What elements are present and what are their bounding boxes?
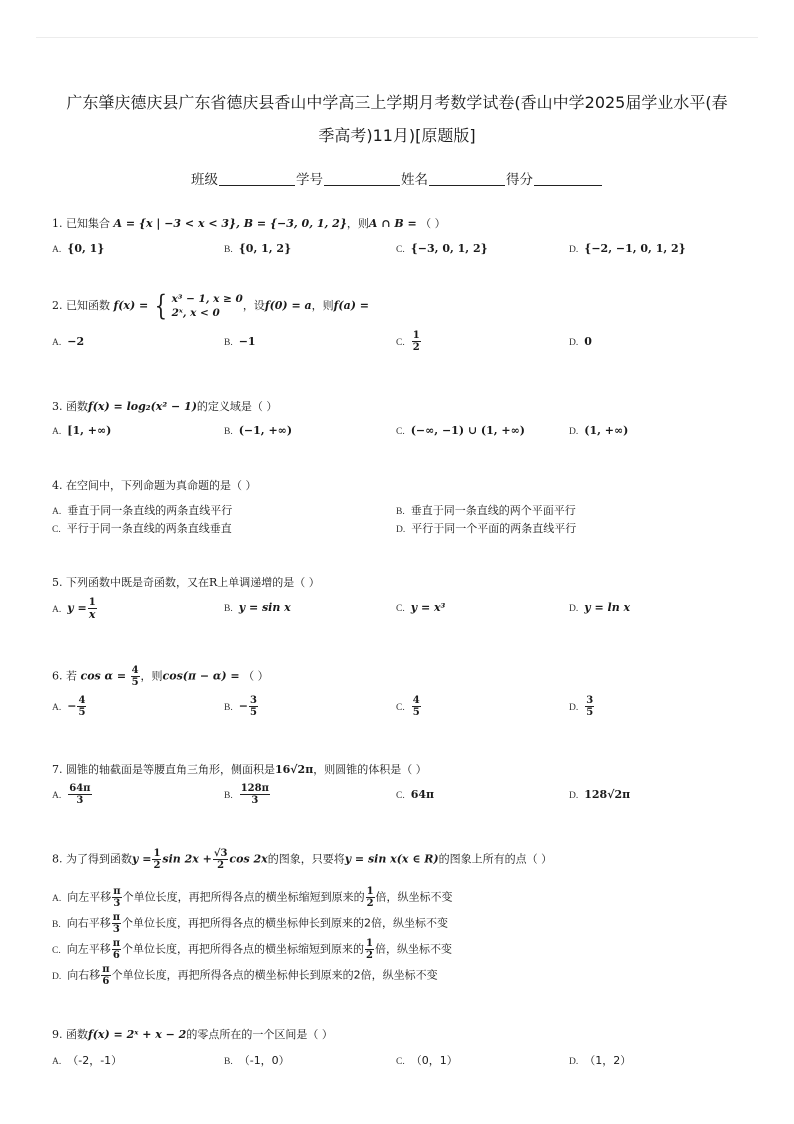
q6-option-a[interactable]	[52, 695, 87, 718]
fraction	[585, 695, 594, 718]
fraction	[77, 695, 86, 718]
text-fragment: cos(π − α) =	[162, 669, 240, 683]
text-fragment: 在空间中，下列命题为真命题的是（ ）	[66, 479, 257, 492]
q7-option-c[interactable]	[396, 788, 434, 801]
text-fragment: 垂直于同一条直线的两条直线平行	[67, 504, 233, 517]
text-fragment: 个单位长度，再把所得各点的横坐标缩短到原来的	[122, 942, 365, 956]
text-fragment: C.	[396, 427, 405, 437]
text-fragment: cos 2x	[229, 852, 268, 866]
text-fragment: 2.	[52, 299, 63, 312]
piecewise-function: { x³ − 1, x ≥ 0 2ˣ, x < 0	[154, 289, 243, 322]
text-fragment: 128√2π	[584, 788, 631, 801]
q5-option-a[interactable]	[52, 597, 98, 620]
text-fragment: B.	[224, 604, 233, 614]
text-fragment: 64π	[410, 788, 435, 801]
text-fragment: 8.	[52, 852, 63, 866]
text-fragment: 2ˣ, x < 0	[171, 307, 220, 319]
text-fragment: 5.	[52, 576, 63, 589]
question-2	[52, 289, 369, 322]
name-label: 姓名	[401, 172, 428, 188]
text-fragment: 的定义域是（ ）	[196, 400, 278, 413]
score-label: 得分	[506, 172, 533, 188]
text-fragment: 9.	[52, 1028, 63, 1041]
text-fragment: 3	[249, 695, 257, 706]
text-fragment: 个单位长度，再把所得各点的横坐标伸长到原来的2倍，纵坐标不变	[111, 968, 438, 982]
text-fragment: 已知函数	[66, 299, 110, 312]
text-fragment: 2	[412, 342, 420, 353]
text-fragment: D.	[569, 791, 579, 801]
question-3	[52, 398, 277, 414]
text-fragment: 向右平移	[66, 916, 111, 930]
question-6	[52, 665, 269, 688]
q4-option-a[interactable]	[52, 502, 232, 518]
text-fragment: ，则	[346, 217, 369, 230]
question-4	[52, 477, 257, 493]
fraction	[412, 695, 421, 718]
text-fragment: y = x³	[410, 601, 446, 614]
text-fragment: 垂直于同一条直线的两个平面平行	[410, 504, 576, 517]
text-fragment: C.	[396, 337, 405, 348]
text-fragment: 2	[217, 860, 225, 871]
q1-option-d[interactable]	[569, 242, 686, 255]
q9-option-b[interactable]	[224, 1052, 290, 1068]
text-fragment: B.	[52, 919, 61, 930]
text-fragment: B.	[224, 702, 233, 713]
text-fragment: 5	[78, 707, 86, 718]
title-line-1: 广东肇庆德庆县广东省德庆县香山中学高三上学期月考数学试卷(香山中学2025届学业水平(春	[66, 93, 728, 112]
text-fragment: C.	[396, 604, 405, 614]
q4-option-c[interactable]	[52, 520, 232, 536]
text-fragment: （-2，-1）	[67, 1054, 123, 1067]
text-fragment: 4	[131, 665, 139, 676]
text-fragment: −	[238, 699, 248, 713]
text-fragment: A.	[52, 338, 62, 348]
text-fragment: 64π	[69, 783, 91, 794]
text-fragment: C.	[396, 245, 405, 255]
fraction	[366, 886, 375, 909]
q2-option-a[interactable]	[52, 335, 84, 348]
text-fragment: 个单位长度，再把所得各点的横坐标缩短到原来的	[122, 890, 365, 904]
text-fragment: y =	[132, 852, 152, 866]
q3-option-a[interactable]	[52, 424, 111, 437]
text-fragment: π	[102, 964, 110, 975]
text-fragment: 3.	[52, 400, 63, 413]
class-label: 班级	[191, 172, 218, 188]
text-fragment: 向左平移	[67, 890, 112, 904]
text-fragment: y = ln x	[584, 601, 631, 614]
text-fragment: 倍，纵坐标不变	[375, 890, 453, 904]
text-fragment: 4	[78, 695, 86, 706]
text-fragment: D.	[396, 525, 406, 535]
text-fragment: {−3, 0, 1, 2}	[410, 242, 488, 255]
text-fragment: ，设	[242, 299, 265, 312]
text-fragment: 个单位长度，再把所得各点的横坐标伸长到原来的2倍，纵坐标不变	[122, 916, 449, 930]
text-fragment: 2	[366, 898, 374, 909]
q3-option-c[interactable]	[396, 424, 525, 437]
text-fragment: A = {x | −3 < x < 3}, B = {−3, 0, 1, 2}	[113, 217, 347, 230]
q5-option-c[interactable]	[396, 601, 445, 614]
q1-option-a[interactable]	[52, 242, 104, 255]
text-fragment: {0, 1}	[67, 242, 105, 255]
q9-option-c[interactable]	[396, 1052, 458, 1068]
q7-option-a[interactable]	[52, 783, 93, 806]
q8-option-a[interactable]	[52, 886, 453, 909]
text-fragment: −1	[238, 335, 256, 348]
text-fragment: 2	[366, 950, 374, 961]
text-fragment: 3	[112, 924, 120, 935]
text-fragment: （-1，0）	[238, 1054, 290, 1067]
text-fragment: A.	[52, 245, 62, 255]
text-fragment: （ ）	[420, 217, 446, 230]
text-fragment: 的图象，只要将	[267, 852, 345, 866]
text-fragment: 4.	[52, 479, 63, 492]
text-fragment: x	[88, 608, 96, 621]
score-blank[interactable]	[534, 172, 602, 186]
fraction	[240, 783, 270, 806]
text-fragment: 1	[412, 330, 420, 341]
text-fragment: A.	[52, 1057, 62, 1067]
text-fragment: 向左平移	[66, 942, 111, 956]
text-fragment: A.	[52, 790, 62, 801]
text-fragment: f(x) =	[113, 299, 149, 312]
text-fragment: f(a) =	[333, 299, 369, 312]
q6-option-d[interactable]	[569, 695, 595, 718]
text-fragment: ，则	[140, 669, 163, 683]
text-fragment: D.	[569, 338, 579, 348]
text-fragment: 的图象上所有的点（ ）	[438, 852, 553, 866]
text-fragment: 3	[76, 795, 84, 806]
text-fragment: π	[112, 912, 121, 923]
title-line-2: 季高考)11月)[原题版]	[318, 126, 476, 145]
fraction	[152, 848, 161, 871]
text-fragment: 5	[412, 707, 420, 718]
q7-option-b[interactable]	[224, 783, 271, 806]
text-fragment: 0	[584, 335, 592, 348]
text-fragment: cos α =	[80, 669, 127, 683]
fraction	[112, 886, 121, 909]
text-fragment: B.	[224, 427, 233, 437]
question-5	[52, 574, 320, 590]
text-fragment: B.	[224, 338, 233, 348]
text-fragment: 1	[366, 886, 374, 897]
q2-option-b[interactable]	[224, 335, 256, 348]
fraction	[112, 938, 121, 961]
text-fragment: 向右移	[67, 968, 101, 982]
q4-option-d[interactable]	[396, 520, 576, 536]
text-fragment: D.	[569, 427, 579, 437]
text-fragment: 3	[113, 898, 121, 909]
number-label: 学号	[296, 172, 323, 188]
text-fragment: 倍，纵坐标不变	[375, 942, 453, 956]
text-fragment: B.	[224, 1057, 233, 1067]
q5-option-d[interactable]	[569, 601, 630, 614]
text-fragment: D.	[52, 971, 62, 982]
question-1	[52, 215, 446, 231]
fraction	[112, 912, 121, 935]
text-fragment: A.	[52, 702, 62, 713]
text-fragment: 函数	[66, 1028, 88, 1041]
question-8	[52, 848, 552, 871]
text-fragment: 函数	[66, 400, 88, 413]
text-fragment: D.	[569, 604, 579, 614]
text-fragment: (−1, +∞)	[238, 424, 293, 437]
text-fragment: 16√2π	[275, 763, 314, 776]
q1-option-b[interactable]	[224, 242, 291, 255]
text-fragment: A.	[52, 604, 62, 615]
q9-option-d[interactable]	[569, 1052, 631, 1068]
text-fragment: B.	[396, 507, 405, 517]
number-blank[interactable]	[324, 172, 400, 186]
fraction	[68, 783, 91, 806]
text-fragment: x³ − 1, x ≥ 0	[171, 293, 243, 305]
text-fragment: ，则	[311, 299, 334, 312]
text-fragment: A.	[52, 893, 62, 904]
text-fragment: {0, 1, 2}	[238, 242, 292, 255]
text-fragment: （ ）	[243, 669, 269, 683]
q2-option-d[interactable]	[569, 335, 592, 348]
text-fragment: 平行于同一个平面的两条直线平行	[411, 522, 577, 535]
fraction	[412, 330, 421, 353]
text-fragment: 6.	[52, 669, 63, 683]
text-fragment: A ∩ B =	[368, 217, 417, 230]
text-fragment: 5	[131, 677, 139, 688]
text-fragment: 圆锥的轴截面是等腰直角三角形，侧面积是	[66, 763, 275, 776]
q8-option-b[interactable]	[52, 912, 448, 935]
text-fragment: (1, +∞)	[584, 424, 629, 437]
text-fragment: 3	[251, 795, 259, 806]
text-fragment: 1	[88, 597, 96, 608]
fraction	[249, 695, 258, 718]
text-fragment: f(x) = log₂(x² − 1)	[88, 400, 197, 413]
text-fragment: 4	[412, 695, 420, 706]
question-7	[52, 761, 427, 777]
q3-option-d[interactable]	[569, 424, 628, 437]
text-fragment: y = sin x(x ∈ R)	[344, 852, 439, 866]
q8-option-c[interactable]	[52, 938, 452, 961]
text-fragment: （0，1）	[410, 1054, 458, 1067]
text-fragment: [1, +∞)	[67, 424, 112, 437]
text-fragment: D.	[569, 245, 579, 255]
q5-option-b[interactable]	[224, 601, 291, 614]
q6-option-c[interactable]	[396, 695, 422, 718]
question-9	[52, 1026, 333, 1042]
text-fragment: y = sin x	[238, 601, 291, 614]
text-fragment: 1	[153, 848, 161, 859]
text-fragment: π	[112, 938, 121, 949]
fraction	[131, 665, 140, 688]
q1-option-c[interactable]	[396, 242, 488, 255]
q6-option-b[interactable]	[224, 695, 259, 718]
text-fragment: f(0) = a	[264, 299, 312, 312]
q8-option-d[interactable]	[52, 964, 438, 987]
text-fragment: 平行于同一条直线的两条直线垂直	[66, 522, 232, 535]
class-blank[interactable]	[219, 172, 295, 186]
text-fragment: 1	[366, 938, 374, 949]
text-fragment: {−2, −1, 0, 1, 2}	[584, 242, 686, 255]
text-fragment: y =	[67, 601, 87, 615]
text-fragment: A.	[52, 507, 62, 517]
text-fragment: A.	[52, 427, 62, 437]
text-fragment: C.	[396, 702, 405, 713]
q9-option-a[interactable]	[52, 1052, 122, 1068]
fraction	[213, 848, 229, 871]
text-fragment: 若	[66, 669, 77, 683]
text-fragment: 5	[586, 707, 594, 718]
name-blank[interactable]	[429, 172, 505, 186]
text-fragment: 2	[153, 860, 161, 871]
fraction	[101, 964, 110, 987]
text-fragment: 3	[586, 695, 594, 706]
text-fragment: 下列函数中既是奇函数，又在R上单调递增的是（ ）	[66, 576, 320, 589]
fraction	[88, 597, 97, 620]
q4-option-b[interactable]	[396, 502, 576, 518]
text-fragment: C.	[52, 945, 61, 956]
text-fragment: 6	[102, 976, 110, 987]
text-fragment: 7.	[52, 763, 63, 776]
text-fragment: B.	[224, 790, 233, 801]
text-fragment: (−∞, −1) ∪ (1, +∞)	[410, 424, 526, 437]
text-fragment: （1，2）	[584, 1054, 632, 1067]
fraction	[365, 938, 374, 961]
text-fragment: 6	[112, 950, 120, 961]
text-fragment: C.	[52, 525, 61, 535]
q3-option-b[interactable]	[224, 424, 292, 437]
text-fragment: 1.	[52, 217, 63, 230]
q7-option-d[interactable]	[569, 788, 630, 801]
text-fragment: C.	[396, 791, 405, 801]
header-divider	[36, 37, 758, 38]
student-info-line	[0, 168, 794, 188]
text-fragment: sin 2x +	[162, 852, 212, 866]
text-fragment: 为了得到函数	[66, 852, 132, 866]
text-fragment: −	[67, 699, 77, 713]
text-fragment: √3	[213, 848, 228, 859]
text-fragment: ，则圆锥的体积是（ ）	[313, 763, 427, 776]
text-fragment: 5	[249, 707, 257, 718]
text-fragment: D.	[569, 702, 579, 713]
text-fragment: 的零点所在的一个区间是（ ）	[186, 1028, 333, 1041]
text-fragment: −2	[67, 335, 85, 348]
text-fragment: f(x) = 2ˣ + x − 2	[88, 1028, 187, 1041]
text-fragment: D.	[569, 1057, 579, 1067]
text-fragment: 已知集合	[66, 217, 110, 230]
text-fragment: B.	[224, 245, 233, 255]
text-fragment: C.	[396, 1057, 405, 1067]
exam-title	[40, 86, 754, 152]
text-fragment: 128π	[240, 783, 269, 794]
text-fragment: π	[113, 886, 121, 897]
q2-option-c[interactable]	[396, 330, 422, 353]
